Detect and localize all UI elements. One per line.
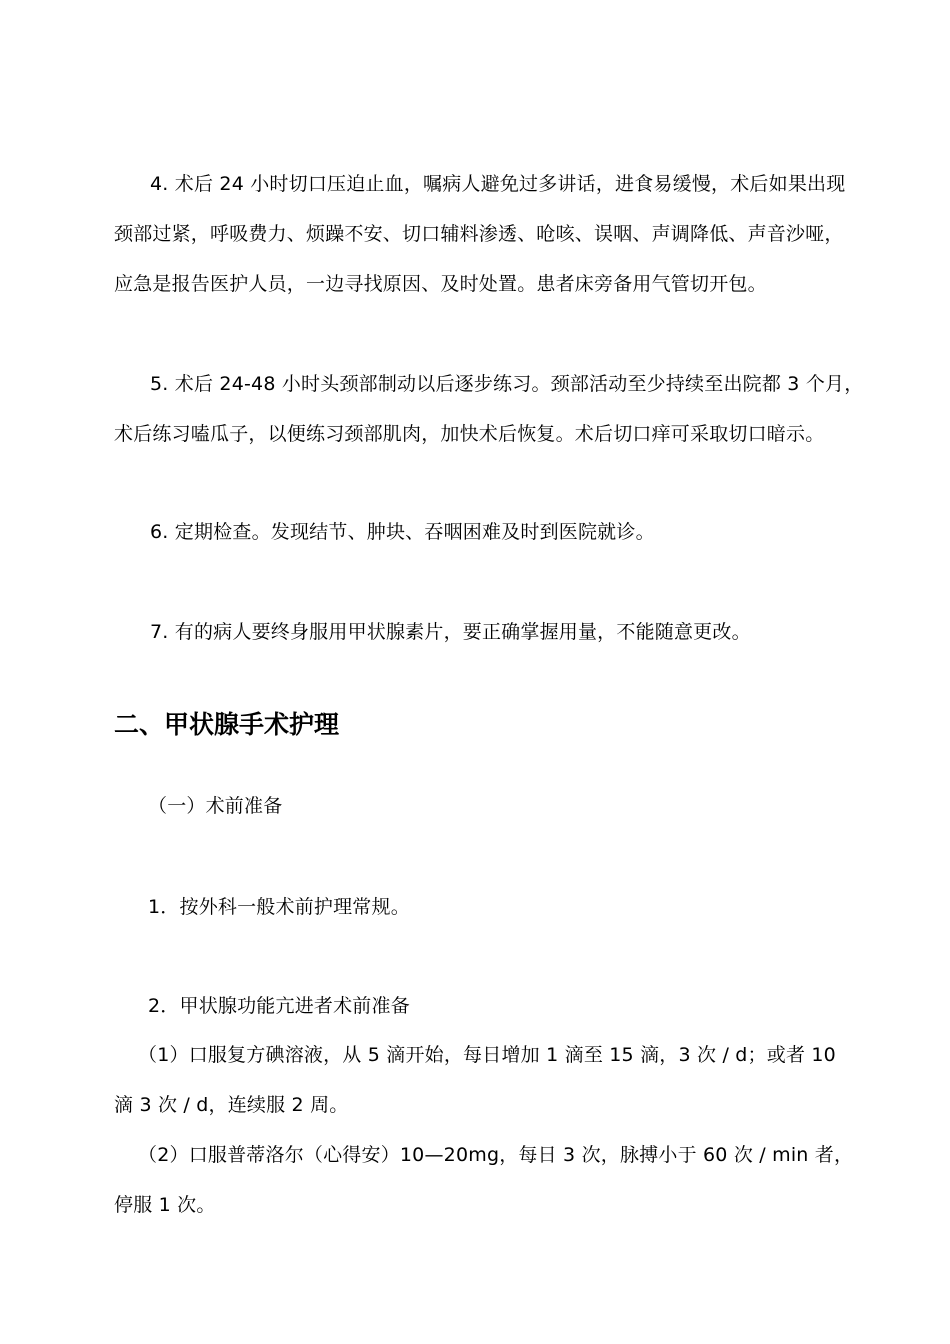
paragraph-5-line-2: 术后练习嗑瓜子，以便练习颈部肌肉，加快术后恢复。术后切口痒可采取切口暗示。: [114, 423, 825, 445]
sub-item-1-line-2: 滴 3 次 / d，连续服 2 周。: [114, 1094, 349, 1116]
sub-item-2-line-1: （2）口服普蒂洛尔（心得安）10—20mg，每日 3 次，脉搏小于 60 次 / min 者，: [138, 1144, 854, 1166]
subsection-heading: （一）术前准备: [148, 795, 283, 817]
section-heading: 二、甲状腺手术护理: [114, 710, 340, 739]
paragraph-5-line-1: 5. 术后 24-48 小时头颈部制动以后逐步练习。颈部活动至少持续至出院都 3 个月，: [150, 373, 864, 395]
paragraph-4-line-3: 应急是报告医护人员，一边寻找原因、及时处置。患者床旁备用气管切开包。: [114, 273, 767, 295]
sub-item-2-line-2: 停服 1 次。: [114, 1194, 216, 1216]
paragraph-7: 7. 有的病人要终身服用甲状腺素片，要正确掌握用量，不能随意更改。: [150, 621, 751, 643]
sub-item-1-line-1: （1）口服复方碘溶液，从 5 滴开始，每日增加 1 滴至 15 滴，3 次 / d；或者 10: [138, 1044, 836, 1066]
paragraph-6: 6. 定期检查。发现结节、肿块、吞咽困难及时到医院就诊。: [150, 521, 655, 543]
paragraph-4-line-2: 颈部过紧，呼吸费力、烦躁不安、切口辅料渗透、呛咳、误咽、声调降低、声音沙哑，: [114, 223, 844, 245]
paragraph-4-line-1: 4. 术后 24 小时切口压迫止血，嘱病人避免过多讲话，进食易缓慢，术后如果出现: [150, 173, 846, 195]
list-item-2: 2．甲状腺功能亢进者术前准备: [148, 995, 410, 1017]
list-item-1: 1．按外科一般术前护理常规。: [148, 896, 410, 918]
